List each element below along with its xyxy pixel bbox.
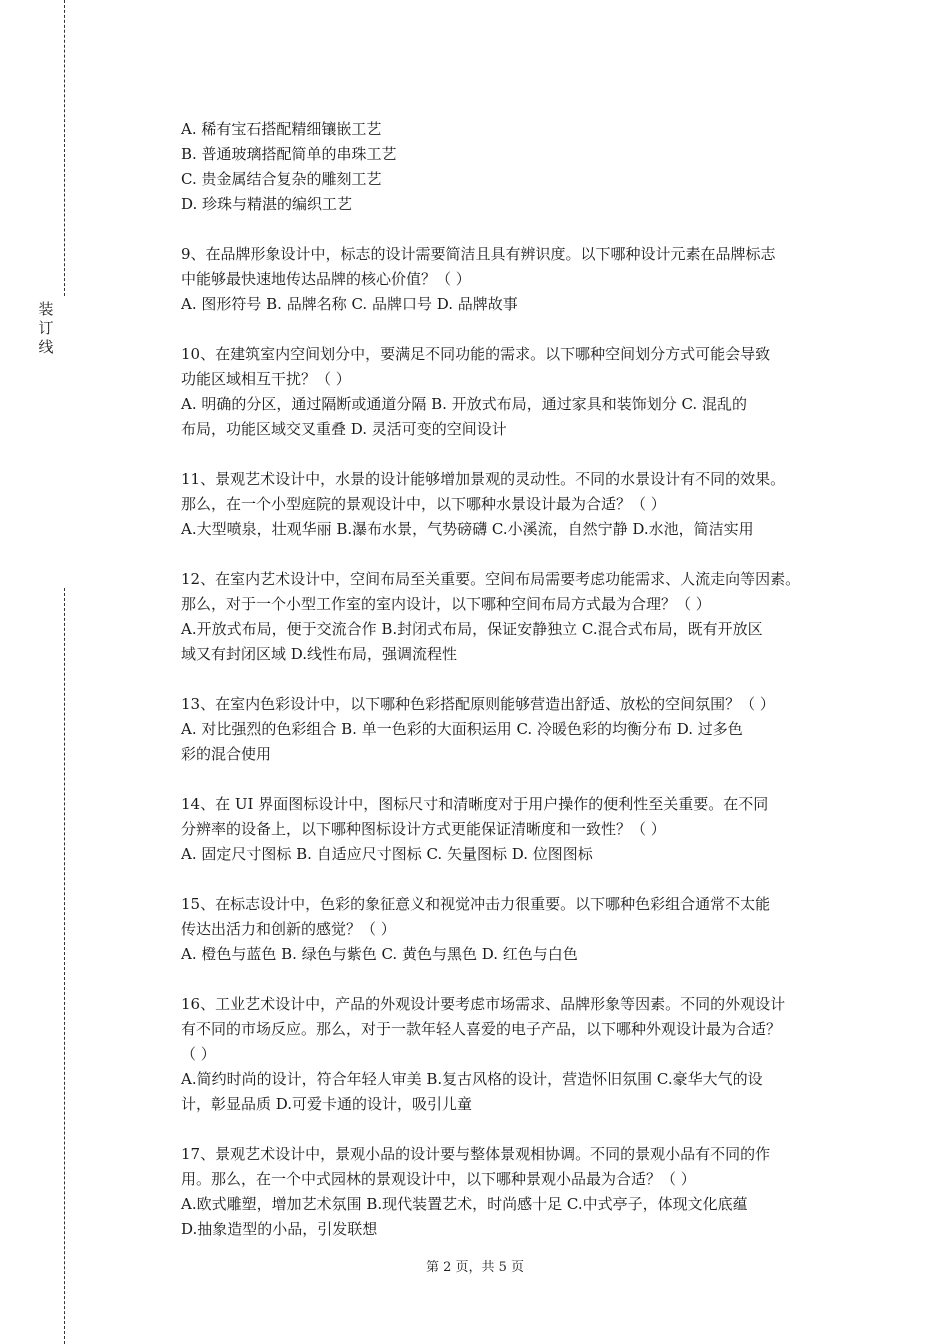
binding-dashed-line-bottom — [64, 588, 65, 1344]
question-line: A.欧式雕塑，增加艺术氛围 B.现代装置艺术，时尚感十足 C.中式亭子，体现文化底蕴 — [181, 1195, 748, 1213]
option-line: C. 贵金属结合复杂的雕刻工艺 — [181, 170, 382, 188]
question-list — [181, 242, 841, 1242]
question-line: 9、在品牌形象设计中，标志的设计需要简洁且具有辨识度。以下哪种设计元素在品牌标志 — [181, 245, 776, 263]
question-8-options — [181, 117, 841, 217]
question-line: （ ） — [181, 1045, 216, 1063]
question-line: 15、在标志设计中，色彩的象征意义和视觉冲击力很重要。以下哪种色彩组合通常不太能 — [181, 895, 771, 913]
question-line: 13、在室内色彩设计中，以下哪种色彩搭配原则能够营造出舒适、放松的空间氛围？（ ） — [181, 695, 775, 713]
question-17 — [181, 1142, 841, 1242]
question-line: 17、景观艺术设计中，景观小品的设计要与整体景观相协调。不同的景观小品有不同的作 — [181, 1145, 771, 1163]
question-content — [181, 117, 841, 1242]
question-line: 功能区域相互干扰？（ ） — [181, 370, 351, 388]
question-line: A. 图形符号 B. 品牌名称 C. 品牌口号 D. 品牌故事 — [181, 295, 518, 313]
question-line: 中能够最快速地传达品牌的核心价值？（ ） — [181, 270, 471, 288]
question-line: 14、在 UI 界面图标设计中，图标尺寸和清晰度对于用户操作的便利性至关重要。在不同 — [181, 795, 769, 813]
question-line: 那么，在一个小型庭院的景观设计中，以下哪种水景设计最为合适？（ ） — [181, 495, 666, 513]
question-line: 11、景观艺术设计中，水景的设计能够增加景观的灵动性。不同的水景设计有不同的效果。 — [181, 470, 786, 488]
question-line: 那么，对于一个小型工作室的室内设计，以下哪种空间布局方式最为合理？（ ） — [181, 595, 711, 613]
question-16 — [181, 992, 841, 1117]
question-15 — [181, 892, 841, 967]
question-line: 域又有封闭区域 D.线性布局，强调流程性 — [181, 645, 458, 663]
binding-label — [36, 300, 56, 357]
question-11 — [181, 467, 841, 542]
option-line: D. 珍珠与精湛的编织工艺 — [181, 195, 353, 213]
question-line: 10、在建筑室内空间划分中，要满足不同功能的需求。以下哪种空间划分方式可能会导致 — [181, 345, 771, 363]
question-line: 用。那么，在一个中式园林的景观设计中，以下哪种景观小品最为合适？（ ） — [181, 1170, 696, 1188]
question-line: D.抽象造型的小品，引发联想 — [181, 1220, 378, 1238]
option-line: B. 普通玻璃搭配简单的串珠工艺 — [181, 145, 397, 163]
question-9 — [181, 242, 841, 317]
question-line: 彩的混合使用 — [181, 745, 272, 763]
binding-label-char: 装 — [38, 300, 54, 318]
question-line: A.开放式布局，便于交流合作 B.封闭式布局，保证安静独立 C.混合式布局，既有开放区 — [181, 620, 763, 638]
question-line: A. 对比强烈的色彩组合 B. 单一色彩的大面积运用 C. 冷暖色彩的均衡分布 D. 过多色 — [181, 720, 743, 738]
question-14 — [181, 792, 841, 867]
question-12 — [181, 567, 841, 667]
option-line: A. 稀有宝石搭配精细镶嵌工艺 — [181, 120, 382, 138]
question-line: A. 橙色与蓝色 B. 绿色与紫色 C. 黄色与黑色 D. 红色与白色 — [181, 945, 578, 963]
question-10 — [181, 342, 841, 442]
question-line: A. 固定尺寸图标 B. 自适应尺寸图标 C. 矢量图标 D. 位图图标 — [181, 845, 593, 863]
question-line: 有不同的市场反应。那么，对于一款年轻人喜爱的电子产品，以下哪种外观设计最为合适？ — [181, 1020, 782, 1038]
question-line: A.简约时尚的设计，符合年轻人审美 B.复古风格的设计，营造怀旧氛围 C.豪华大气的设 — [181, 1070, 763, 1088]
binding-dashed-line-top — [64, 0, 65, 296]
question-13 — [181, 692, 841, 767]
question-line: 传达出活力和创新的感觉？（ ） — [181, 920, 396, 938]
question-line: 布局，功能区域交叉重叠 D. 灵活可变的空间设计 — [181, 420, 507, 438]
binding-label-char: 订 — [38, 319, 54, 337]
page-number: 第 2 页，共 5 页 — [425, 1260, 525, 1275]
question-line: A.大型喷泉，壮观华丽 B.瀑布水景，气势磅礴 C.小溪流，自然宁静 D.水池，简洁实用 — [181, 520, 754, 538]
question-line: A. 明确的分区，通过隔断或通道分隔 B. 开放式布局，通过家具和装饰划分 C. 混乱的 — [181, 395, 747, 413]
question-line: 12、在室内艺术设计中，空间布局至关重要。空间布局需要考虑功能需求、人流走向等因素。 — [181, 570, 801, 588]
question-line: 16、工业艺术设计中，产品的外观设计要考虑市场需求、品牌形象等因素。不同的外观设计 — [181, 995, 786, 1013]
question-line: 计，彰显品质 D.可爱卡通的设计，吸引儿童 — [181, 1095, 473, 1113]
question-line: 分辨率的设备上，以下哪种图标设计方式更能保证清晰度和一致性？（ ） — [181, 820, 666, 838]
binding-label-char: 线 — [38, 338, 54, 356]
